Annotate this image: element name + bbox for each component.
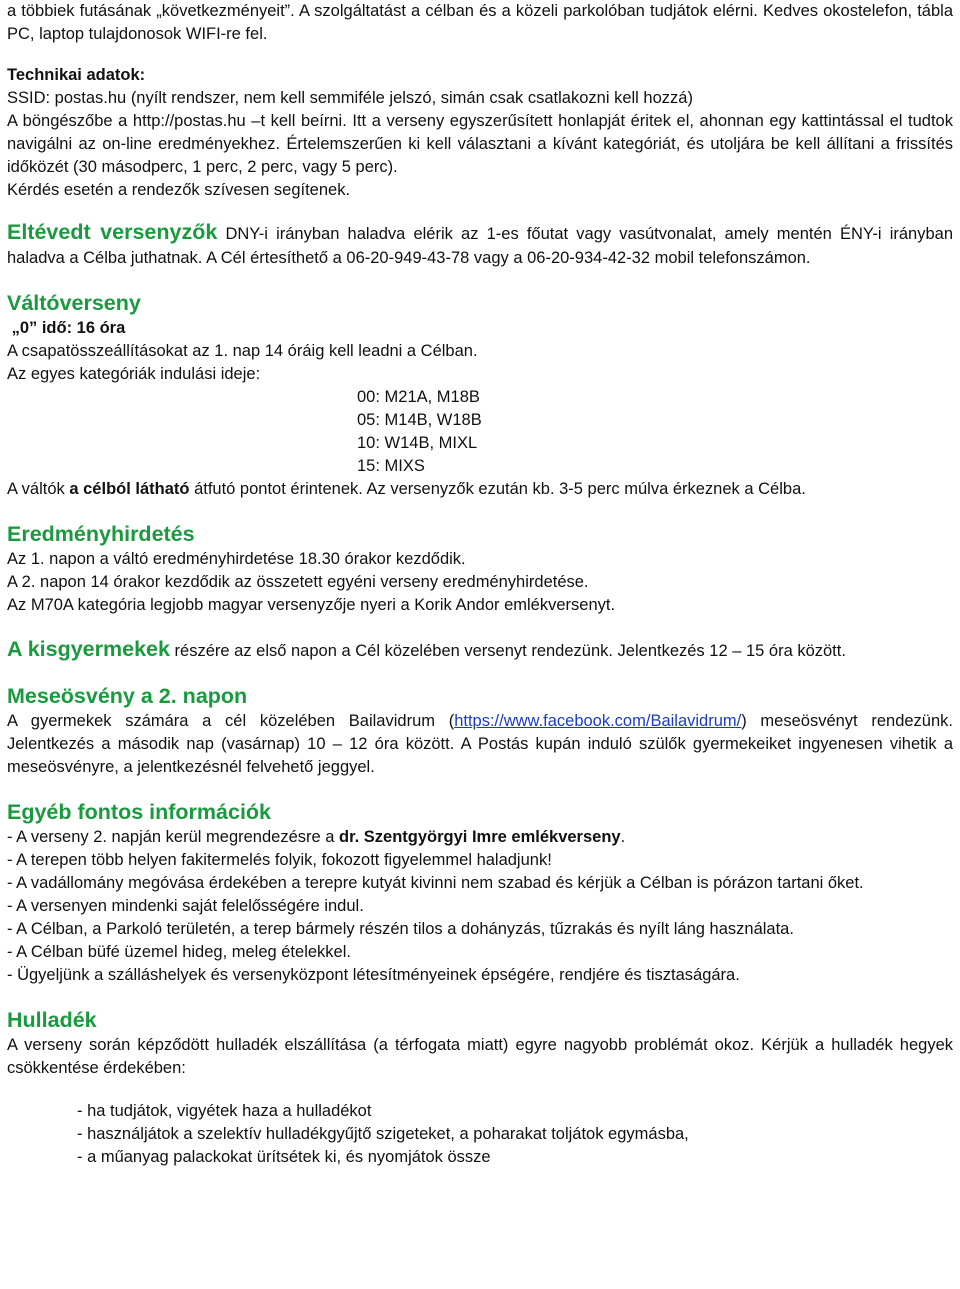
tale-pre: A gyermekek számára a cél közelében Bailavidrum ( [7, 712, 455, 730]
info-item1-post: . [620, 828, 626, 846]
relay-start-item: 10: W14B, MIXL [357, 434, 478, 452]
relay-teams: A csapatösszeállításokat az 1. nap 14 óráig kell leadni a Célban. [7, 342, 478, 360]
relay-note-post: átfutó pontot érintenek. Az versenyzők ezután kb. 3-5 perc múlva érkeznek a Célba. [189, 480, 806, 498]
kids-paragraph [7, 637, 953, 663]
relay-start-item: 00: M21A, M18B [357, 388, 480, 406]
relay-note-bold: a célból látható [69, 480, 190, 498]
results-line: Az 1. napon a váltó eredményhirdetése 18.30 órakor kezdődik. [7, 550, 466, 568]
info-item [7, 826, 953, 849]
tale-paragraph [7, 710, 953, 779]
relay-start-item: 15: MIXS [357, 457, 425, 475]
tech-ssid: SSID: postas.hu (nyílt rendszer, nem kell semmiféle jelszó, simán csak csatlakozni kell hozzá) [7, 89, 693, 107]
info-item: - A versenyen mindenki saját felelősségére indul. [7, 897, 364, 915]
info-item1-pre: - A verseny 2. napján kerül megrendezésre a [7, 828, 340, 846]
relay-title: Váltóverseny [7, 291, 141, 315]
waste-item: - használjátok a szelektív hulladékgyűjtő szigeteket, a poharakat toljátok egymásba, [77, 1125, 689, 1143]
kids-title: A kisgyermekek [7, 637, 170, 661]
kids-text: részére az első napon a Cél közelében versenyt rendezünk. Jelentkezés 12 – 15 óra között. [169, 642, 846, 660]
tech-title: Technikai adatok: [7, 66, 146, 84]
tech-body: A böngészőbe a http://postas.hu –t kell beírni. Itt a verseny egyszerűsített honlapját éritek el, ahonnan egy kattintással el tudtok navigálni az on-line eredményekhez. Értelemszerűen ki kell választani a kívánt kategóriát, és utoljára be kell állítani a frissítés időközét (30 másodperc, 1 perc, 2 perc, vagy 5 perc). [7, 112, 953, 176]
facebook-link[interactable]: https://www.facebook.com/Bailavidrum/ [454, 712, 742, 730]
results-line: A 2. napon 14 órakor kezdődik az összetett egyéni verseny eredményhirdetése. [7, 573, 589, 591]
tech-help: Kérdés esetén a rendezők szívesen segítenek. [7, 181, 351, 199]
relay-start-item: 05: M14B, W18B [357, 411, 482, 429]
relay-note [7, 478, 953, 501]
relay-zero-time: „0” idő: 16 óra [7, 319, 126, 337]
intro-paragraph: a többiek futásának „következményeit”. A szolgáltatást a célban és a közeli parkolóban tudjátok elérni. Kedves okostelefon, tábla PC, laptop tulajdonosok WIFI-re fel. [7, 2, 953, 43]
relay-starts-label: Az egyes kategóriák indulási ideje: [7, 365, 261, 383]
relay-start-list [357, 386, 953, 478]
waste-text: A verseny során képződött hulladék elszállítása (a térfogata miatt) egyre nagyobb problémát okoz. Kérjük a hulladék hegyek csökkentése érdekében: [7, 1036, 953, 1077]
waste-item: - a műanyag palackokat ürítsétek ki, és nyomjátok össze [77, 1148, 491, 1166]
info-item: - A Célban büfé üzemel hideg, meleg ételekkel. [7, 943, 351, 961]
results-line: Az M70A kategória legjobb magyar versenyzője nyeri a Korik Andor emlékversenyt. [7, 596, 616, 614]
lost-text: DNY-i irányban haladva elérik az 1-es főutat vagy vasútvonalat, amely mentén ÉNY-i irányban haladva a Célba juthatnak. A Cél értesíthető a 06-20-949-43-78 vagy a 06-20-934-42-32 mobil telefonszámon. [7, 225, 953, 267]
info-title: Egyéb fontos információk [7, 800, 272, 824]
waste-title: Hulladék [7, 1008, 97, 1032]
lost-title: Eltévedt versenyzők [7, 220, 218, 244]
info-item: - A vadállomány megóvása érdekében a terepre kutyát kivinni nem szabad és kérjük a Célban is pórázon tartani őket. [7, 874, 864, 892]
tale-post: ) meseösvényt rendezünk. Jelentkezés a második nap (vasárnap) 10 – 12 óra között. A Postás kupán induló szülők gyermekeiket ingyenesen vihetik a meseösvényre, a jelentkezésnél felvehető jeggyel. [7, 712, 953, 776]
relay-note-pre: A váltók [7, 480, 70, 498]
info-item: - Ügyeljünk a szálláshelyek és versenyközpont létesítményeinek épségére, rendjére és tisztaságára. [7, 966, 740, 984]
info-item1-bold: dr. Szentgyörgyi Imre emlékverseny [339, 828, 621, 846]
waste-item: - ha tudjátok, vigyétek haza a hulladékot [77, 1102, 372, 1120]
waste-list [77, 1100, 953, 1169]
results-title: Eredményhirdetés [7, 522, 195, 546]
info-item: - A Célban, a Parkoló területén, a terep bármely részén tilos a dohányzás, tűzrakás és nyílt láng használata. [7, 920, 794, 938]
lost-paragraph [7, 220, 953, 270]
tale-title: Meseösvény a 2. napon [7, 684, 248, 708]
info-item: - A terepen több helyen fakitermelés folyik, fokozott figyelemmel haladjunk! [7, 851, 552, 869]
